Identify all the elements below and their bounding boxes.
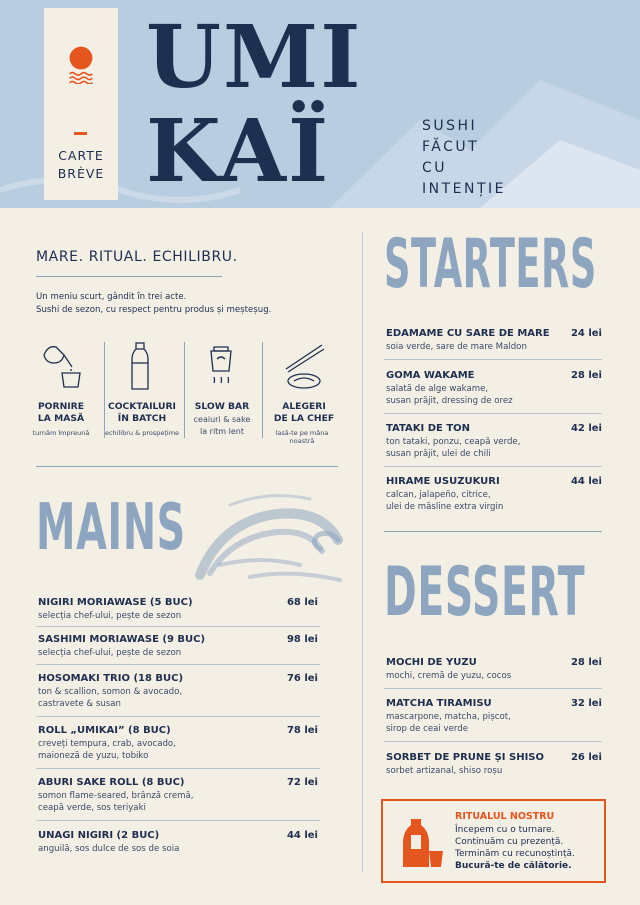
menu-item-name: TATAKI DE TON (386, 423, 471, 434)
act-title-4a: ALEGERI (282, 401, 326, 412)
menu-item-desc: selecția chef-ului, pește de sezon (38, 648, 182, 658)
menu-item-price: 76 lei (286, 673, 318, 684)
ritual-line-2: Continuăm cu prezență. (455, 837, 564, 847)
menu-item-name: SORBET DE PRUNE ȘI SHISO (386, 752, 545, 763)
act-sub-3a: ceaiuri & sake (193, 415, 251, 424)
act-title-2a: COCKTAILURI (108, 401, 176, 412)
menu-item-name: NIGIRI MORIAWASE (5 BUC) (38, 597, 193, 608)
menu-item-desc: soia verde, sare de mare Maldon (386, 342, 527, 352)
menu-item-name: HOSOMAKI TRIO (18 BUC) (38, 673, 184, 684)
menu-item-price: 72 lei (286, 777, 318, 788)
menu-item-name: SASHIMI MORIAWASE (9 BUC) (38, 634, 206, 645)
menu-item-desc: mochi, cremă de yuzu, cocos (386, 671, 512, 681)
section-rule (36, 466, 338, 467)
sake-set-icon (403, 817, 443, 869)
menu-item-price: 24 lei (570, 328, 602, 339)
menu-item-desc: ton tataki, ponzu, ceapă verde, (386, 437, 521, 447)
tagline-3: CU (422, 160, 448, 176)
item-rule (36, 820, 320, 821)
act-title-3: SLOW BAR (194, 401, 250, 412)
badge-line-2: BRÈVE (57, 166, 105, 181)
ritual-line-3: Terminăm cu recunoștință. (455, 849, 575, 859)
intro-line-2: Sushi de sezon, cu respect pentru produs și meșteșug. (36, 305, 272, 315)
wave-illustration (190, 485, 345, 585)
menu-item-name: ROLL „UMIKAI” (8 BUC) (38, 725, 171, 736)
item-rule (36, 716, 320, 717)
tagline-4: INTENȚIE (422, 181, 506, 197)
menu-item-desc: salată de alge wakame, (386, 384, 489, 394)
item-rule (384, 741, 602, 742)
item-rule (36, 768, 320, 769)
menu-item-desc: susan prăjit, dressing de orez (386, 396, 513, 406)
item-rule (384, 688, 602, 689)
starters-title: STARTERS (384, 225, 597, 304)
menu-item-price: 28 lei (570, 370, 602, 381)
menu-item-price: 28 lei (570, 657, 602, 668)
act-sub-2: echilibru & prospețime (104, 429, 180, 437)
tagline-2: FĂCUT (422, 139, 480, 155)
menu-item-desc: ceapă verde, sos teriyaki (38, 803, 146, 813)
menu-item-price: 68 lei (286, 597, 318, 608)
item-rule (36, 664, 320, 665)
logo-umi: UMI (146, 7, 363, 108)
ritual-title: RITUALUL NOSTRU (455, 811, 555, 822)
dripper-icon (206, 341, 236, 391)
menu-item-desc: castravete & susan (38, 699, 121, 709)
ritual-line-1: Începem cu o turnare. (455, 825, 555, 835)
menu-item-desc: sirop de ceai verde (386, 724, 469, 734)
sun-waves-icon (62, 46, 100, 84)
menu-item-price: 78 lei (286, 725, 318, 736)
chopsticks-icon (282, 341, 326, 391)
menu-item-desc: creveți tempura, crab, avocado, (38, 739, 176, 749)
menu-item-price: 32 lei (570, 698, 602, 709)
act-title-4b: DE LA CHEF (273, 413, 335, 424)
item-rule (36, 626, 320, 627)
menu-item-name: UNAGI NIGIRI (2 BUC) (38, 830, 160, 841)
intro-rule (36, 276, 222, 277)
act-sub-1: turnăm împreună (32, 429, 90, 437)
badge-dash (74, 132, 87, 135)
menu-item-price: 44 lei (286, 830, 318, 841)
header-banner (0, 0, 640, 208)
item-rule (384, 413, 602, 414)
menu-item-name: MOCHI DE YUZU (386, 657, 477, 668)
menu-item-name: MATCHA TIRAMISU (386, 698, 492, 709)
act-title-1a: PORNIRE (37, 401, 85, 412)
carte-breve-badge (44, 8, 118, 200)
mains-title: MAINS (36, 491, 186, 565)
menu-item-name: GOMA WAKAME (386, 370, 475, 381)
bottle-icon (130, 341, 150, 393)
menu-item-desc: susan prăjit, ulei de chili (386, 449, 491, 459)
dessert-title: DESSERT (384, 553, 586, 632)
menu-item-price: 42 lei (570, 423, 602, 434)
menu-item-desc: somon flame-seared, brânză cremă, (38, 791, 194, 801)
act-sub-3b: la ritm lent (199, 427, 244, 436)
act-sub-4: lasă-te pe mâna noastră (275, 429, 329, 445)
menu-item-price: 44 lei (570, 476, 602, 487)
menu-item-price: 98 lei (286, 634, 318, 645)
act-title-1b: LA MASĂ (37, 413, 85, 424)
act-divider (262, 342, 263, 438)
section-rule (384, 531, 602, 532)
menu-item-name: HIRAME USUZUKURI (386, 476, 500, 487)
menu-item-desc: sorbet artizanal, shiso roșu (386, 766, 503, 776)
teapot-cup-icon (38, 341, 84, 391)
menu-item-desc: anguilă, sos dulce de sos de soia (38, 844, 180, 854)
menu-item-desc: mascarpone, matcha, pișcot, (386, 712, 511, 722)
menu-item-name: EDAMAME CU SARE DE MARE (386, 328, 550, 339)
menu-item-desc: calcan, jalapeño, citrice, (386, 490, 491, 500)
menu-item-desc: ulei de măsline extra virgin (386, 502, 504, 512)
ritual-box (381, 799, 606, 883)
menu-item-name: ABURI SAKE ROLL (8 BUC) (38, 777, 185, 788)
item-rule (384, 466, 602, 467)
intro-heading: MARE. RITUAL. ECHILIBRU. (36, 249, 238, 265)
ritual-line-4: Bucură-te de călătorie. (455, 861, 572, 871)
intro-line-1: Un meniu scurt, gândit în trei acte. (36, 292, 187, 302)
menu-item-desc: maioneză de yuzu, tobiko (38, 751, 149, 761)
menu-item-price: 26 lei (570, 752, 602, 763)
badge-line-1: CARTE (58, 148, 104, 163)
item-rule (384, 359, 602, 360)
tagline-1: SUSHI (422, 118, 478, 134)
logo-kai: KAÏ (146, 101, 331, 202)
menu-item-desc: selecția chef-ului, pește de sezon (38, 611, 182, 621)
act-title-2b: ÎN BATCH (117, 413, 167, 424)
menu-item-desc: ton & scallion, somon & avocado, (38, 687, 183, 697)
column-divider (362, 232, 363, 872)
